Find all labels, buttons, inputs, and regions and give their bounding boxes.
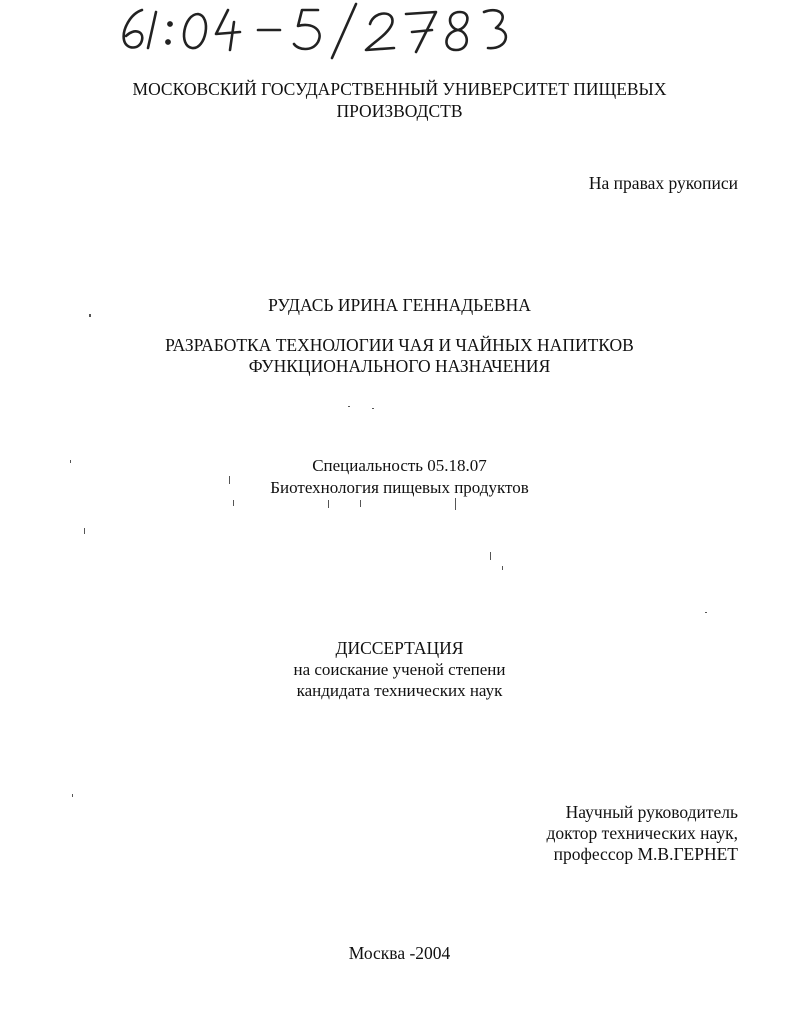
scan-speck	[502, 566, 503, 570]
scan-speck	[360, 500, 361, 507]
thesis-title-line1: РАЗРАБОТКА ТЕХНОЛОГИИ ЧАЯ И ЧАЙНЫХ НАПИТКОВ	[165, 335, 634, 355]
scan-speck	[348, 406, 350, 407]
scan-speck	[233, 500, 234, 506]
scan-speck	[229, 476, 230, 484]
university-name-line1: МОСКОВСКИЙ ГОСУДАРСТВЕННЫЙ УНИВЕРСИТЕТ ПИЩЕВЫХ	[132, 79, 667, 99]
scan-speck	[490, 552, 491, 560]
scan-speck	[705, 612, 707, 613]
scan-speck	[372, 408, 374, 409]
dissertation-heading: ДИССЕРТАЦИЯ	[335, 638, 464, 658]
city-year: Москва -2004	[348, 943, 451, 963]
scan-speck	[89, 314, 91, 317]
supervisor-role: Научный руководитель	[565, 802, 738, 822]
supervisor-degree: доктор технических наук,	[546, 823, 738, 843]
university-name-line2: ПРОИЗВОДСТВ	[336, 101, 463, 121]
scan-speck	[84, 528, 85, 534]
degree-line2: кандидата технических наук	[296, 681, 503, 700]
handwritten-archive-code	[112, 0, 522, 60]
scan-speck	[72, 794, 73, 797]
scan-speck	[455, 498, 456, 510]
supervisor-name: профессор М.В.ГЕРНЕТ	[553, 844, 738, 864]
degree-line1: на соискание ученой степени	[293, 660, 506, 679]
specialty-name: Биотехнология пищевых продуктов	[270, 478, 529, 497]
manuscript-rights-note: На правах рукописи	[588, 173, 738, 193]
specialty-code: Специальность 05.18.07	[312, 456, 487, 475]
scan-speck	[70, 460, 71, 463]
author-name: РУДАСЬ ИРИНА ГЕННАДЬЕВНА	[268, 295, 531, 315]
scan-speck	[328, 500, 329, 508]
thesis-title-line2: ФУНКЦИОНАЛЬНОГО НАЗНАЧЕНИЯ	[248, 356, 551, 376]
